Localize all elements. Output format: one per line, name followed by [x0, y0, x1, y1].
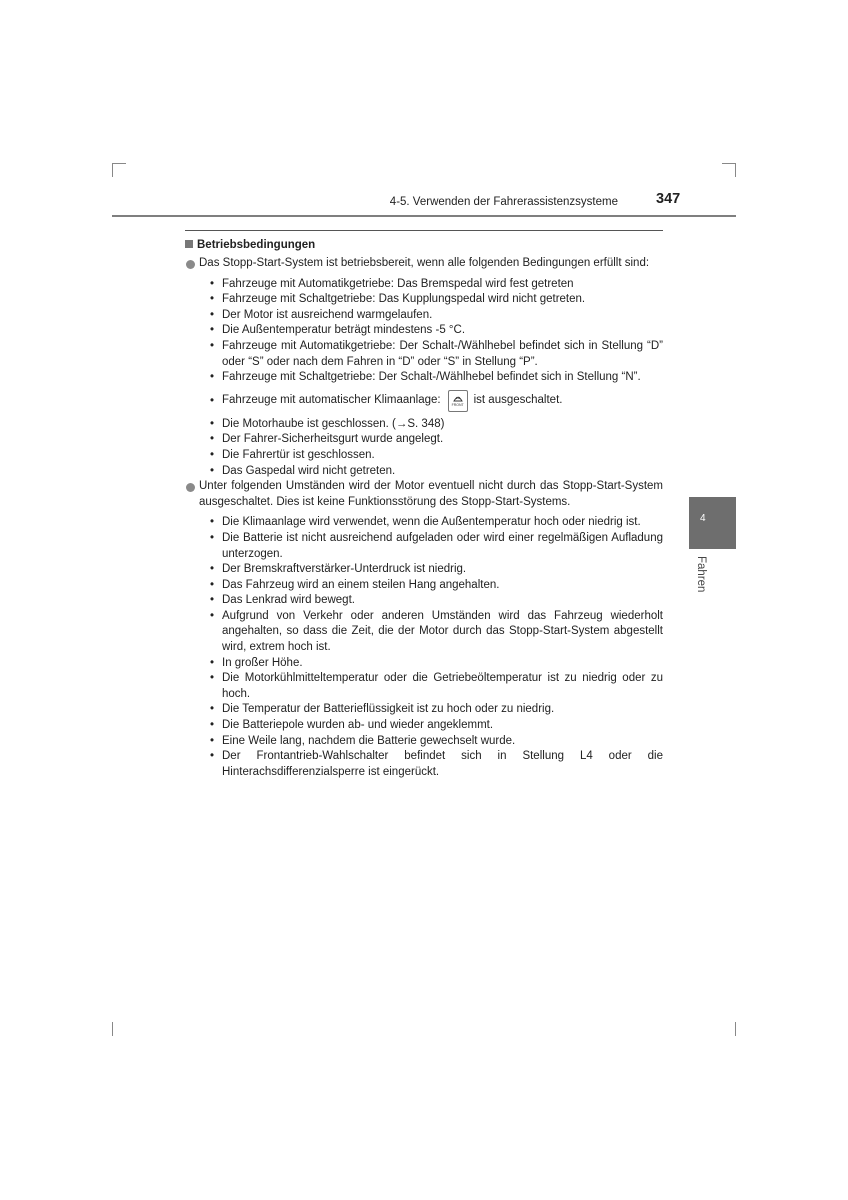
- list-item: • Das Fahrzeug wird an einem steilen Hang angehalten.: [210, 578, 500, 591]
- list-item-climate: • Fahrzeuge mit automatischer Klimaanlage: FRONT ist ausgeschaltet.: [185, 386, 663, 417]
- condition-list: [185, 277, 663, 480]
- list-item: • Eine Weile lang, nachdem die Batterie gewechselt wurde.: [210, 734, 516, 747]
- main-content: [185, 230, 663, 780]
- header-rule: [112, 215, 736, 217]
- list-item: • Fahrzeuge mit Automatikgetriebe: Das Bremspedal wird fest getreten: [210, 277, 574, 290]
- chapter-tab: [689, 497, 736, 549]
- exception-list: [185, 515, 663, 780]
- crop-mark-top-right-vertical: [735, 163, 736, 177]
- condition-item: [185, 479, 663, 510]
- crop-mark-top-right-horizontal: [722, 163, 736, 164]
- chapter-label: Fahren: [695, 556, 707, 593]
- climate-text-before: Fahrzeuge mit automatischer Klimaanlage:: [222, 393, 441, 406]
- list-item: • Der Bremskraftverstärker-Unterdruck ist niedrig.: [210, 563, 467, 576]
- climate-text-after: ist ausgeschaltet.: [473, 393, 563, 406]
- list-item: • In großer Höhe.: [210, 656, 303, 669]
- list-item: • Die Batterie ist nicht ausreichend aufgeladen oder wird einer regelmäßigen Aufladung unterzogen.: [210, 531, 663, 560]
- list-item: • Fahrzeuge mit Schaltgetriebe: Der Schalt-/Wählhebel befindet sich in Stellung “N”.: [210, 371, 641, 384]
- list-item: • Die Batteriepole wurden ab- und wieder angeklemmt.: [210, 719, 494, 732]
- list-item: • Der Fahrer-Sicherheitsgurt wurde angelegt.: [210, 433, 444, 446]
- list-item: • Fahrzeuge mit Schaltgetriebe: Das Kupplungspedal wird nicht getreten.: [210, 293, 586, 306]
- list-item: • Das Lenkrad wird bewegt.: [210, 594, 355, 607]
- front-defroster-icon: [448, 390, 468, 412]
- list-item: • Aufgrund von Verkehr oder anderen Umständen wird das Fahrzeug wiederholt angehalten, so dass die Zeit, die der Motor durch das Stopp-Start-System abgestellt wird, extrem hoch ist.: [210, 609, 663, 654]
- crop-mark-bottom-right: [735, 1022, 736, 1036]
- crop-mark-top-left-vertical: [112, 163, 113, 177]
- condition-item: [185, 256, 663, 272]
- list-item: • Die Klimaanlage wird verwendet, wenn die Außentemperatur hoch oder niedrig ist.: [210, 516, 641, 529]
- list-item: • Die Motorhaube ist geschlossen. (→S. 348): [210, 417, 445, 430]
- running-header-section: 4-5. Verwenden der Fahrerassistenzsysteme: [389, 196, 618, 208]
- circle-bullet-icon: [186, 260, 195, 269]
- list-item: • Die Temperatur der Batterieflüssigkeit ist zu hoch oder zu niedrig.: [210, 703, 555, 716]
- condition-item-text: Unter folgenden Umständen wird der Motor eventuell nicht durch das Stopp-Start-System ausgeschaltet. Dies ist keine Funktionsstörung des Stopp-Start-Systems.: [199, 480, 663, 508]
- front-defroster-label: FRONT: [451, 403, 464, 408]
- list-item: • Die Fahrertür ist geschlossen.: [210, 448, 375, 461]
- page-number: 347: [656, 191, 681, 207]
- list-item: • Das Gaspedal wird nicht getreten.: [210, 464, 396, 477]
- list-item: • Der Motor ist ausreichend warmgelaufen.: [210, 308, 433, 321]
- list-item: • Der Frontantrieb-Wahlschalter befindet sich in Stellung L4 oder die Hinterachsdifferenzialsperre ist eingerückt.: [210, 750, 663, 778]
- circle-bullet-icon: [186, 483, 195, 492]
- crop-mark-bottom-left: [112, 1022, 113, 1036]
- list-item: • Fahrzeuge mit Automatikgetriebe: Der Schalt-/Wählhebel befindet sich in Stellung “D” oder “S” oder nach dem Fahren in “D” oder “S” in Stellung “P”.: [210, 339, 663, 368]
- section-heading: [185, 237, 663, 253]
- chapter-number: 4: [700, 513, 706, 524]
- section-heading-text: Betriebsbedingungen: [197, 239, 316, 251]
- square-bullet-icon: [185, 240, 193, 248]
- section-top-rule: [185, 230, 663, 231]
- crop-mark-top-left-horizontal: [112, 163, 126, 164]
- condition-item-text: Das Stopp-Start-System ist betriebsbereit, wenn alle folgenden Bedingungen erfüllt sind:: [199, 257, 650, 269]
- list-item: • Die Außentemperatur beträgt mindestens -5 °C.: [210, 324, 466, 337]
- list-item: • Die Motorkühlmitteltemperatur oder die Getriebeöltemperatur ist zu niedrig oder zu hoch.: [210, 672, 663, 700]
